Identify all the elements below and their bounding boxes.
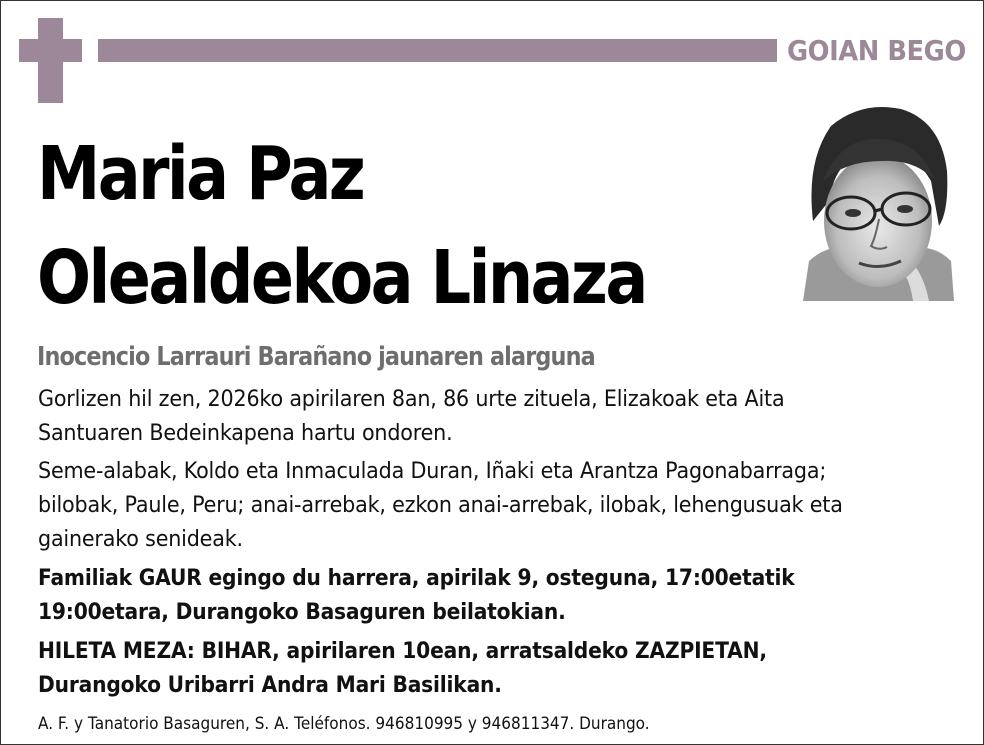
text-line: Santuaren Bedeinkapena hartu ondoren. [38, 421, 453, 446]
text-line: Gorlizen hil zen, 2026ko apirilaren 8an, 86 urte zituela, Elizakoak eta Aita [38, 387, 785, 412]
reception-paragraph [38, 562, 978, 630]
death-details-paragraph [38, 383, 978, 451]
text-line: Durangoko Uribarri Andra Mari Basilikan. [38, 673, 502, 698]
header-label: GOIAN BEGO [787, 34, 966, 67]
text-line: Seme-alabak, Koldo eta Inmaculada Duran, Iñaki eta Arantza Pagonabarraga; [38, 459, 827, 484]
text-line: 19:00etara, Durangoko Basaguren beilatokian. [38, 600, 566, 625]
header-divider-bar [98, 39, 777, 62]
deceased-name-line1: Maria Paz [37, 131, 364, 217]
spouse-subtitle: Inocencio Larrauri Barañano jaunaren alarguna [37, 342, 595, 372]
text-line: gainerako senideak. [38, 527, 243, 552]
text-line: HILETA MEZA: BIHAR, apirilaren 10ean, arratsaldeko ZAZPIETAN, [38, 639, 767, 664]
family-paragraph [38, 455, 978, 557]
text-line: bilobak, Paule, Peru; anai-arrebak, ezkon anai-arrebak, ilobak, lehengusuak eta [38, 493, 843, 518]
funeral-mass-paragraph [38, 635, 978, 703]
portrait-photo [801, 101, 956, 303]
funeral-home-footer: A. F. y Tanatorio Basaguren, S. A. Teléfonos. 946810995 y 946811347. Durango. [38, 714, 650, 734]
text-line: Familiak GAUR egingo du harrera, apirilak 9, osteguna, 17:00etatik [38, 566, 795, 591]
deceased-name-line2: Olealdekoa Linaza [37, 235, 646, 321]
cross-icon-bar [19, 39, 82, 62]
